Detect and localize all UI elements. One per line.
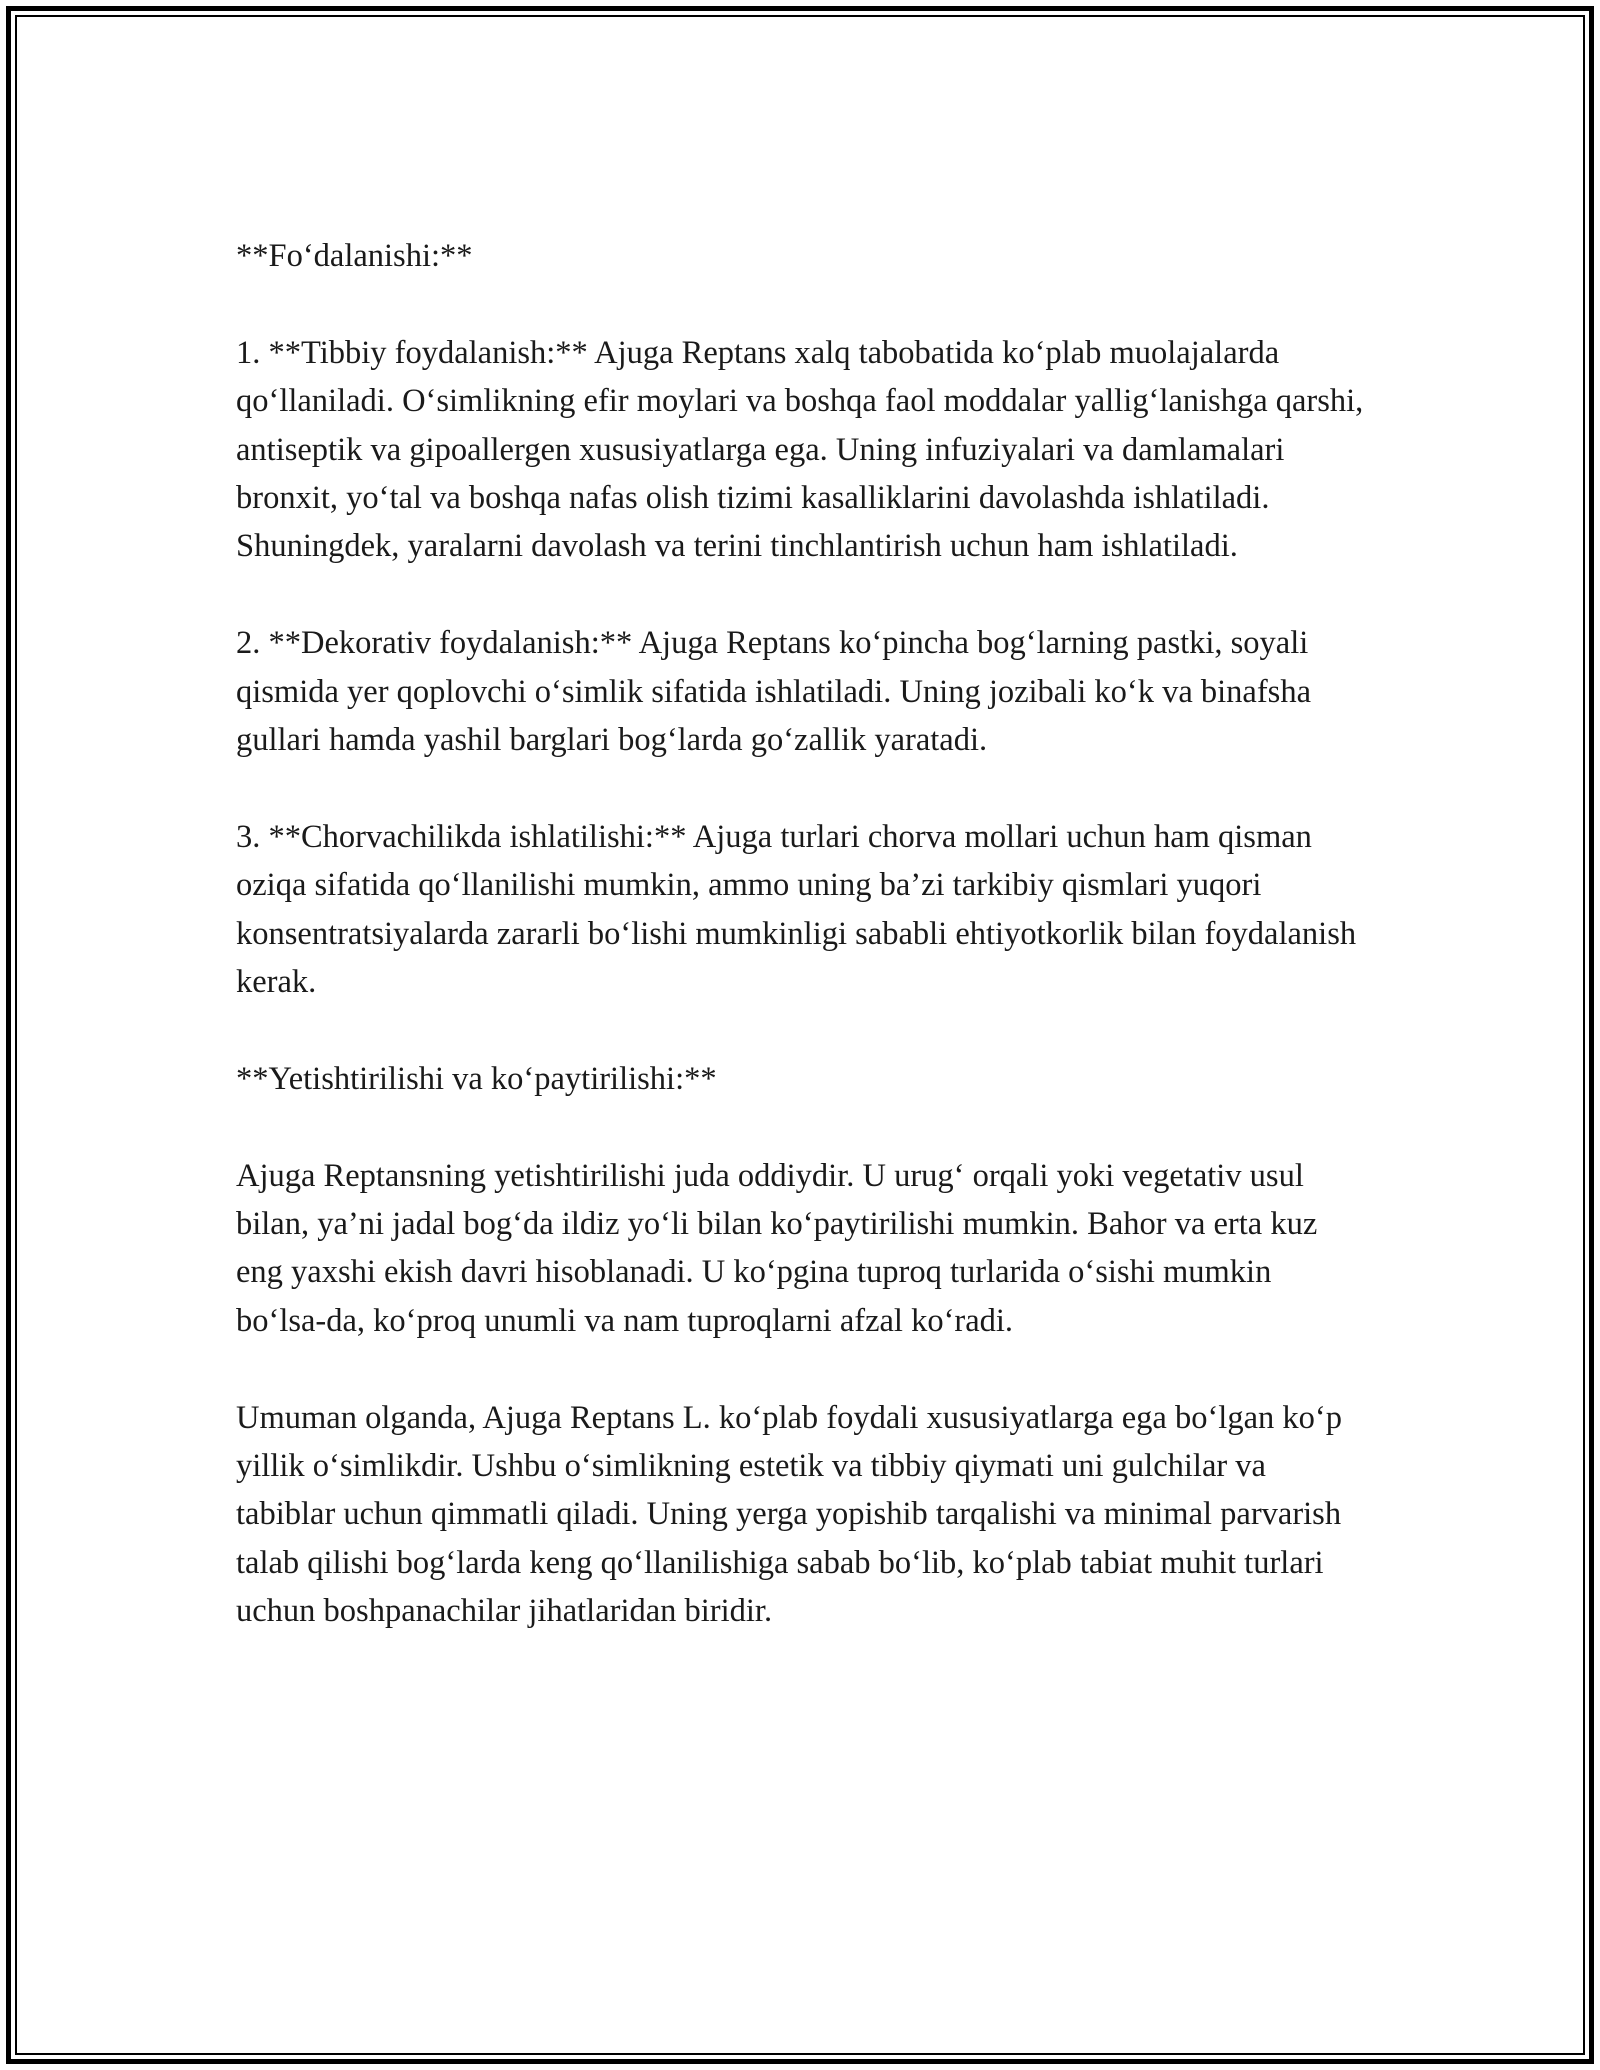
paragraph-conclusion: Umuman olganda, Ajuga Reptans L. ko‘plab foydali xususiyatlarga ega bo‘lgan ko‘p yillik o‘simlikdir. Ushbu o‘simlikning estetik va tibbiy qiymati uni gulchilar va tabiblar uchun qimmatli qiladi. Uning yerga yopishib tarqalishi va minimal parvarish talab qilishi bog‘larda keng qo‘llanilishiga sabab bo‘lib, ko‘plab tabiat muhit turlari uchun boshpanachilar jihatlaridan biridir. [236, 1399, 1342, 1630]
section-heading-usage: **Fo‘dalanishi:** [236, 238, 473, 274]
paragraph-decorative-use: 2. **Dekorativ foydalanish:** Ajuga Reptans ko‘pincha bog‘larning pastki, soyali qismida yer qoplovchi o‘simlik sifatida ishlatiladi. Uning jozibali ko‘k va binafsha gullari hamda yashil barglari bog‘larda go‘zallik yaratadi. [236, 625, 1312, 759]
paragraph-cultivation: Ajuga Reptansning yetishtirilishi juda oddiydir. U urug‘ orqali yoki vegetativ usul bilan, ya’ni jadal bog‘da ildiz yo‘li bilan ko‘paytirilishi mumkin. Bahor va erta kuz eng yaxshi ekish davri hisoblanadi. U ko‘pgina tuproq turlarida o‘sishi mumkin bo‘lsa-da, ko‘proq unumli va nam tuproqlarni afzal ko‘radi. [236, 1157, 1318, 1339]
section-heading-cultivation: **Yetishtirilishi va ko‘paytirilishi:** [236, 1060, 717, 1097]
paragraph-medical-use: 1. **Tibbiy foydalanish:** Ajuga Reptans xalq tabobatida ko‘plab muolajalarda qo‘llaniladi. O‘simlikning efir moylari va boshqa faol moddalar yallig‘lanishga qarshi, antiseptik va gipoallergen xususiyatlarga ega. Uning infuziyalari va damlamalari bronxit, yo‘tal va boshqa nafas olish tizimi kasalliklarini davolashda ishlatiladi. Shuningdek, yaralarni davolash va terini tinchlantirish uchun ham ishlatiladi. [236, 334, 1364, 565]
document-body [236, 232, 1366, 1636]
paragraph-livestock-use: 3. **Chorvachilikda ishlatilishi:** Ajuga turlari chorva mollari uchun ham qisman oziqa sifatida qo‘llanilishi mumkin, ammo uning ba’zi tarkibiy qismlari yuqori konsentratsiyalarda zararli bo‘lishi mumkinligi sababli ehtiyotkorlik bilan foydalanish kerak. [236, 818, 1357, 1001]
